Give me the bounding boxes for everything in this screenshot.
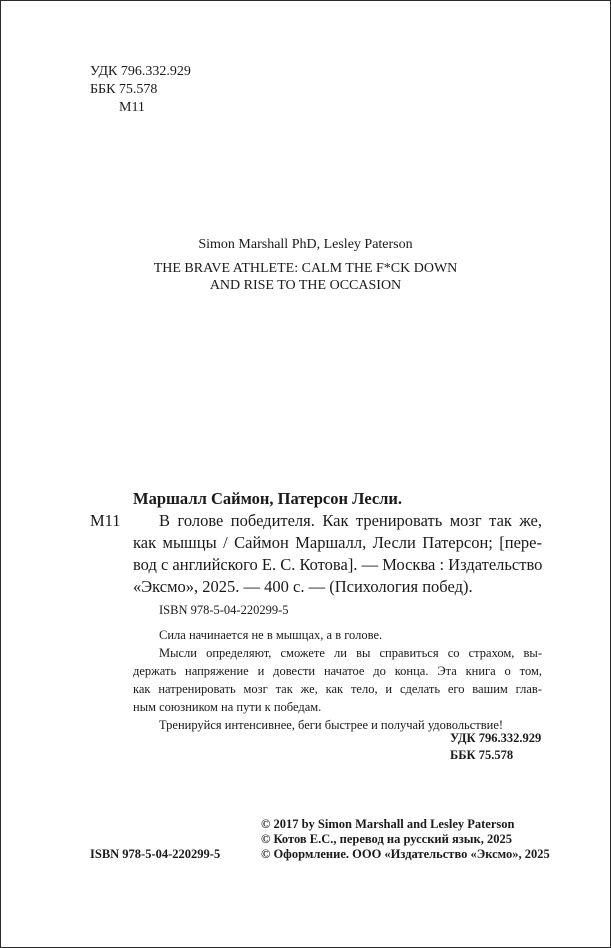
catalog-line-2: как мышцы / Саймон Маршалл, Лесли Патерсон; [пере- [133, 533, 542, 552]
catalog-margin-mark: М11 [90, 511, 121, 530]
catalog-line-4: «Эксмо», 2025. — 400 с. — (Психология побед). [133, 577, 473, 596]
copyright-original: © 2017 by Simon Marshall and Lesley Paterson [261, 817, 515, 831]
bbk-code-bottom: ББК 75.578 [450, 748, 514, 762]
annotation-line-1: Сила начинается не в мышцах, а в голове. [159, 628, 383, 642]
copyright-translation: © Котов Е.С., перевод на русский язык, 2025 [261, 832, 512, 846]
catalog-line-3: вод с английского Е. С. Котова]. — Москва : Издательство [133, 555, 543, 574]
catalog-isbn: ISBN 978-5-04-220299-5 [159, 603, 289, 617]
copyright-design: © Оформление. ООО «Издательство «Эксмо», 2025 [261, 847, 550, 861]
original-title-line1: THE BRAVE ATHLETE: CALM THE F*CK DOWN [153, 261, 458, 276]
udk-code-bottom: УДК 796.332.929 [450, 731, 542, 745]
udk-code-top: УДК 796.332.929 [90, 64, 191, 79]
bbk-code-top: ББК 75.578 [90, 82, 158, 97]
original-authors: Simon Marshall PhD, Lesley Paterson [198, 237, 413, 252]
annotation-line-3: держать напряжение и довести начатое до конца. Эта книга о том, [133, 664, 542, 678]
catalog-line-1: В голове победителя. Как тренировать мозг так же, [159, 511, 542, 530]
original-title-line2: AND RISE TO THE OCCASION [209, 278, 402, 293]
author-mark-top: М11 [119, 100, 145, 115]
catalog-author-heading: Маршалл Саймон, Патерсон Лесли. [133, 489, 403, 508]
annotation-line-2: Мысли определяют, сможете ли вы справиться со страхом, вы- [159, 646, 542, 660]
footer-isbn: ISBN 978-5-04-220299-5 [90, 847, 221, 861]
annotation-line-5: ным союзником на пути к победам. [133, 700, 322, 714]
annotation-line-6: Тренируйся интенсивнее, беги быстрее и получай удовольствие! [159, 718, 504, 732]
annotation-line-4: как натренировать мозг так же, как тело, и сделать его вашим глав- [133, 682, 542, 696]
